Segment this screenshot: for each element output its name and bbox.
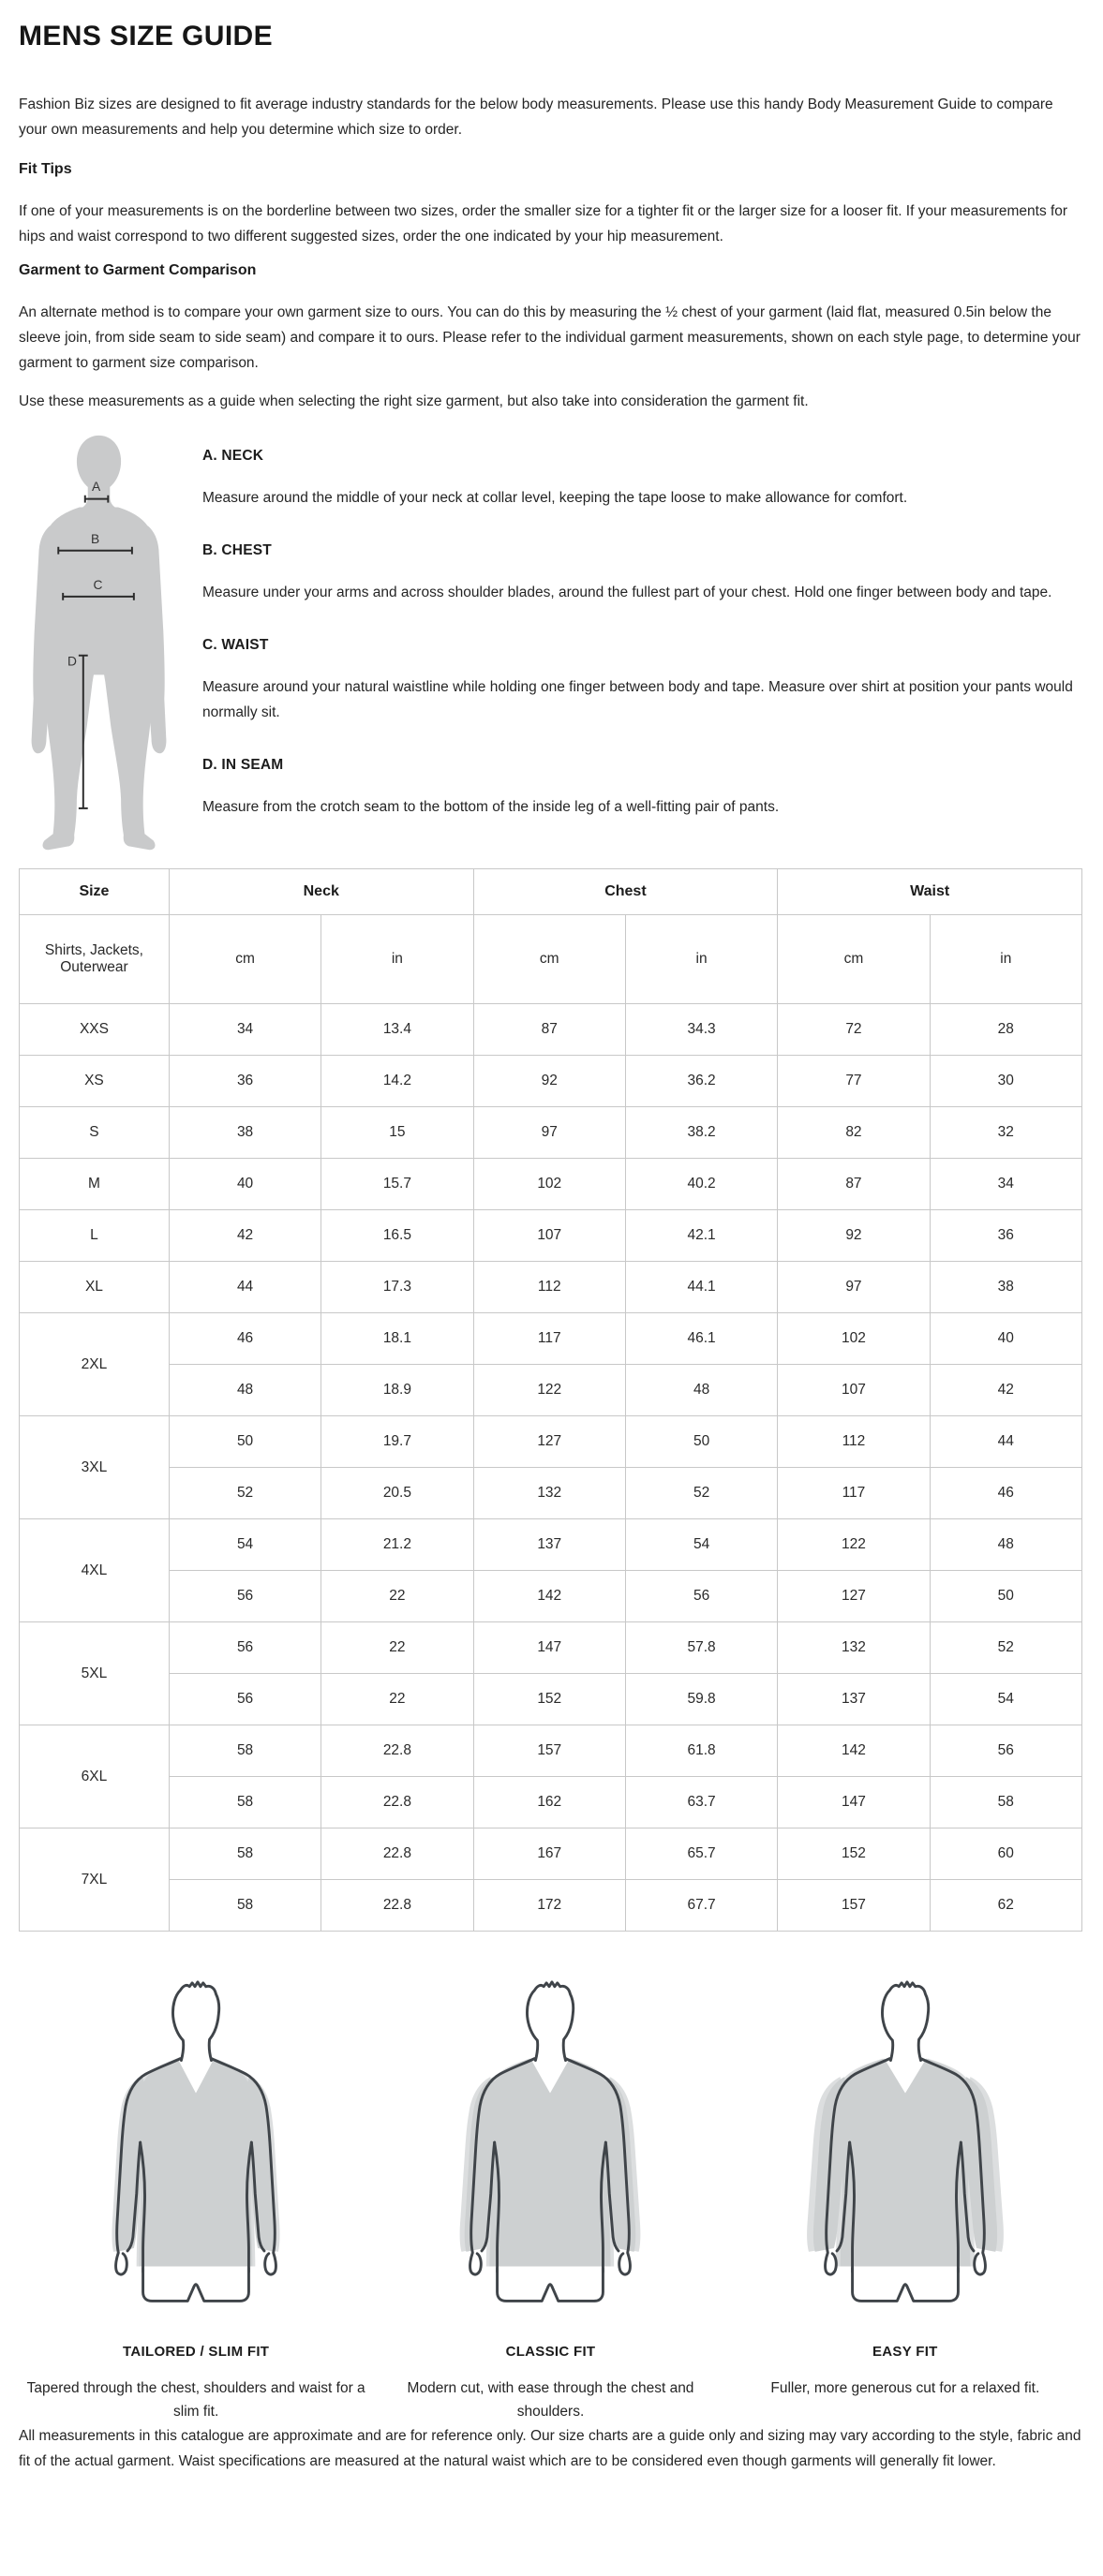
value-cell: 50 bbox=[169, 1416, 320, 1468]
fit-card-classic bbox=[373, 1978, 727, 2423]
size-cell: 2XL bbox=[20, 1313, 170, 1416]
column-header-neck: Neck bbox=[169, 869, 473, 915]
value-cell: 22.8 bbox=[321, 1777, 473, 1828]
value-cell: 22 bbox=[321, 1571, 473, 1622]
value-cell: 42 bbox=[930, 1365, 1081, 1416]
value-cell: 16.5 bbox=[321, 1210, 473, 1262]
unit-header: cm bbox=[169, 915, 320, 1004]
fit-description: Tapered through the chest, shoulders and waist for a slim fit. bbox=[26, 2380, 365, 2420]
body-silhouette-figure bbox=[19, 429, 180, 855]
size-cell: XL bbox=[20, 1262, 170, 1313]
marker-c-label: C bbox=[93, 577, 103, 592]
value-cell: 58 bbox=[169, 1880, 320, 1932]
value-cell: 44 bbox=[930, 1416, 1081, 1468]
value-cell: 20.5 bbox=[321, 1468, 473, 1519]
value-cell: 59.8 bbox=[625, 1674, 777, 1725]
value-cell: 162 bbox=[473, 1777, 625, 1828]
value-cell: 58 bbox=[169, 1777, 320, 1828]
fit-tips-heading: Fit Tips bbox=[19, 161, 72, 177]
size-cell: XXS bbox=[20, 1004, 170, 1056]
size-cell: 6XL bbox=[20, 1725, 170, 1828]
value-cell: 87 bbox=[778, 1159, 930, 1210]
marker-a-label: A bbox=[91, 479, 101, 494]
value-cell: 54 bbox=[625, 1519, 777, 1571]
value-cell: 36 bbox=[169, 1056, 320, 1107]
value-cell: 58 bbox=[930, 1777, 1081, 1828]
value-cell: 22 bbox=[321, 1674, 473, 1725]
value-cell: 48 bbox=[625, 1365, 777, 1416]
measurement-label: C. WAIST bbox=[202, 637, 269, 653]
value-cell: 147 bbox=[778, 1777, 930, 1828]
value-cell: 56 bbox=[930, 1725, 1081, 1777]
value-cell: 122 bbox=[473, 1365, 625, 1416]
value-cell: 82 bbox=[778, 1107, 930, 1159]
value-cell: 22.8 bbox=[321, 1725, 473, 1777]
subheader-category: Shirts, Jackets, Outerwear bbox=[20, 915, 170, 1004]
value-cell: 46.1 bbox=[625, 1313, 777, 1365]
value-cell: 50 bbox=[930, 1571, 1081, 1622]
size-cell: S bbox=[20, 1107, 170, 1159]
table-row bbox=[20, 1262, 1082, 1313]
value-cell: 107 bbox=[473, 1210, 625, 1262]
value-cell: 102 bbox=[473, 1159, 625, 1210]
value-cell: 77 bbox=[778, 1056, 930, 1107]
value-cell: 22.8 bbox=[321, 1828, 473, 1880]
unit-header: cm bbox=[473, 915, 625, 1004]
easy-fit-figure bbox=[796, 1978, 1015, 2316]
value-cell: 56 bbox=[169, 1622, 320, 1674]
fit-label: CLASSIC FIT bbox=[505, 2344, 596, 2360]
measurement-text: Measure from the crotch seam to the bottom of the inside leg of a well-fitting pair of pants. bbox=[202, 799, 780, 815]
table-row bbox=[20, 1313, 1082, 1365]
classic-fit-figure bbox=[440, 1978, 660, 2316]
value-cell: 52 bbox=[625, 1468, 777, 1519]
value-cell: 142 bbox=[473, 1571, 625, 1622]
column-header-chest: Chest bbox=[473, 869, 778, 915]
fit-tips-paragraph: If one of your measurements is on the borderline between two sizes, order the smaller size for a tighter fit or the larger size for a looser fit. If your measurements for hips and waist correspond to two different suggested sizes, order the one indicated by your hip measurement. bbox=[19, 203, 1068, 244]
slim-fit-figure bbox=[86, 1978, 306, 2316]
value-cell: 102 bbox=[778, 1313, 930, 1365]
value-cell: 132 bbox=[778, 1622, 930, 1674]
value-cell: 62 bbox=[930, 1880, 1081, 1932]
value-cell: 152 bbox=[473, 1674, 625, 1725]
table-row bbox=[20, 1828, 1082, 1880]
value-cell: 22.8 bbox=[321, 1880, 473, 1932]
size-cell: 7XL bbox=[20, 1828, 170, 1932]
value-cell: 127 bbox=[778, 1571, 930, 1622]
value-cell: 92 bbox=[473, 1056, 625, 1107]
value-cell: 38.2 bbox=[625, 1107, 777, 1159]
unit-header: cm bbox=[778, 915, 930, 1004]
measurement-descriptions bbox=[202, 429, 1082, 855]
page-title: MENS SIZE GUIDE bbox=[19, 21, 274, 52]
table-subheader-row bbox=[20, 915, 1082, 1004]
value-cell: 52 bbox=[930, 1622, 1081, 1674]
value-cell: 13.4 bbox=[321, 1004, 473, 1056]
value-cell: 61.8 bbox=[625, 1725, 777, 1777]
value-cell: 157 bbox=[778, 1880, 930, 1932]
value-cell: 97 bbox=[473, 1107, 625, 1159]
value-cell: 34 bbox=[169, 1004, 320, 1056]
value-cell: 147 bbox=[473, 1622, 625, 1674]
table-row bbox=[20, 1107, 1082, 1159]
value-cell: 122 bbox=[778, 1519, 930, 1571]
table-row bbox=[20, 1622, 1082, 1674]
value-cell: 137 bbox=[778, 1674, 930, 1725]
table-row bbox=[20, 1880, 1082, 1932]
measurement-diagram-section bbox=[19, 429, 1082, 855]
size-cell: 3XL bbox=[20, 1416, 170, 1519]
value-cell: 15.7 bbox=[321, 1159, 473, 1210]
body-measurement-diagram bbox=[19, 429, 180, 855]
measurement-text: Measure under your arms and across shoulder blades, around the fullest part of your chest. Hold one finger between body and tape. bbox=[202, 585, 1052, 600]
value-cell: 28 bbox=[930, 1004, 1081, 1056]
value-cell: 21.2 bbox=[321, 1519, 473, 1571]
unit-header: in bbox=[930, 915, 1081, 1004]
value-cell: 65.7 bbox=[625, 1828, 777, 1880]
value-cell: 56 bbox=[169, 1674, 320, 1725]
value-cell: 38 bbox=[169, 1107, 320, 1159]
measurement-item-inseam bbox=[202, 757, 1082, 820]
table-row bbox=[20, 1210, 1082, 1262]
value-cell: 50 bbox=[625, 1416, 777, 1468]
value-cell: 58 bbox=[169, 1725, 320, 1777]
value-cell: 54 bbox=[930, 1674, 1081, 1725]
value-cell: 56 bbox=[625, 1571, 777, 1622]
table-header-row bbox=[20, 869, 1082, 915]
table-row bbox=[20, 1159, 1082, 1210]
value-cell: 117 bbox=[473, 1313, 625, 1365]
value-cell: 132 bbox=[473, 1468, 625, 1519]
value-cell: 30 bbox=[930, 1056, 1081, 1107]
value-cell: 44.1 bbox=[625, 1262, 777, 1313]
measurement-label: B. CHEST bbox=[202, 542, 272, 558]
table-row bbox=[20, 1056, 1082, 1107]
value-cell: 112 bbox=[473, 1262, 625, 1313]
table-row bbox=[20, 1004, 1082, 1056]
size-cell: 5XL bbox=[20, 1622, 170, 1725]
table-row bbox=[20, 1674, 1082, 1725]
column-header-size: Size bbox=[20, 869, 170, 915]
value-cell: 36 bbox=[930, 1210, 1081, 1262]
unit-header: in bbox=[625, 915, 777, 1004]
value-cell: 32 bbox=[930, 1107, 1081, 1159]
value-cell: 127 bbox=[473, 1416, 625, 1468]
value-cell: 167 bbox=[473, 1828, 625, 1880]
disclaimer-paragraph: All measurements in this catalogue are approximate and are for reference only. Our size charts are a guide only and sizing may vary according to the style, fabric and fit of the actual garment. Waist specifications are measured at the natural waist which are to be considered even though garments will generally fit lower. bbox=[19, 2428, 1081, 2469]
measurement-text: Measure around your natural waistline while holding one finger between body and tape. Measure over shirt at position your pants would normally sit. bbox=[202, 679, 1073, 720]
value-cell: 44 bbox=[169, 1262, 320, 1313]
fit-styles-section bbox=[19, 1978, 1082, 2423]
marker-b-label: B bbox=[90, 531, 100, 546]
value-cell: 112 bbox=[778, 1416, 930, 1468]
value-cell: 137 bbox=[473, 1519, 625, 1571]
value-cell: 117 bbox=[778, 1468, 930, 1519]
size-chart-table bbox=[19, 868, 1082, 1932]
fit-description: Fuller, more generous cut for a relaxed fit. bbox=[770, 2380, 1040, 2396]
value-cell: 42.1 bbox=[625, 1210, 777, 1262]
measurement-item-chest bbox=[202, 542, 1082, 605]
guide-note-paragraph: Use these measurements as a guide when selecting the right size garment, but also take into consideration the garment fit. bbox=[19, 393, 809, 409]
value-cell: 42 bbox=[169, 1210, 320, 1262]
value-cell: 18.9 bbox=[321, 1365, 473, 1416]
table-row bbox=[20, 1725, 1082, 1777]
value-cell: 92 bbox=[778, 1210, 930, 1262]
value-cell: 60 bbox=[930, 1828, 1081, 1880]
value-cell: 172 bbox=[473, 1880, 625, 1932]
value-cell: 40 bbox=[169, 1159, 320, 1210]
fit-card-easy bbox=[728, 1978, 1082, 2423]
intro-paragraph: Fashion Biz sizes are designed to fit average industry standards for the below body measurements. Please use this handy Body Measurement Guide to compare your own measurements and help you determine which size to order. bbox=[19, 96, 1053, 138]
value-cell: 97 bbox=[778, 1262, 930, 1313]
value-cell: 36.2 bbox=[625, 1056, 777, 1107]
fit-description: Modern cut, with ease through the chest and shoulders. bbox=[407, 2380, 694, 2420]
value-cell: 18.1 bbox=[321, 1313, 473, 1365]
value-cell: 19.7 bbox=[321, 1416, 473, 1468]
measurement-label: A. NECK bbox=[202, 448, 264, 464]
value-cell: 40 bbox=[930, 1313, 1081, 1365]
table-row bbox=[20, 1571, 1082, 1622]
value-cell: 22 bbox=[321, 1622, 473, 1674]
size-cell: 4XL bbox=[20, 1519, 170, 1622]
fit-card-slim bbox=[19, 1978, 373, 2423]
value-cell: 67.7 bbox=[625, 1880, 777, 1932]
value-cell: 157 bbox=[473, 1725, 625, 1777]
table-row bbox=[20, 1365, 1082, 1416]
size-cell: M bbox=[20, 1159, 170, 1210]
value-cell: 142 bbox=[778, 1725, 930, 1777]
table-row bbox=[20, 1416, 1082, 1468]
value-cell: 40.2 bbox=[625, 1159, 777, 1210]
size-cell: XS bbox=[20, 1056, 170, 1107]
value-cell: 48 bbox=[169, 1365, 320, 1416]
table-row bbox=[20, 1519, 1082, 1571]
value-cell: 17.3 bbox=[321, 1262, 473, 1313]
measurement-text: Measure around the middle of your neck at collar level, keeping the tape loose to make allowance for comfort. bbox=[202, 490, 908, 506]
marker-d-label: D bbox=[67, 654, 77, 669]
measurement-label: D. IN SEAM bbox=[202, 757, 284, 773]
size-chart-tbody bbox=[20, 1004, 1082, 1932]
garment-comparison-paragraph: An alternate method is to compare your own garment size to ours. You can do this by measuring the ½ chest of your garment (laid flat, measured 0.5in below the sleeve join, from side seam to side seam) and compare it to ours. Please refer to the individual garment measurements, shown on each style page, to determine your garment to garment size comparison. bbox=[19, 304, 1081, 371]
value-cell: 34.3 bbox=[625, 1004, 777, 1056]
value-cell: 54 bbox=[169, 1519, 320, 1571]
value-cell: 52 bbox=[169, 1468, 320, 1519]
value-cell: 48 bbox=[930, 1519, 1081, 1571]
value-cell: 107 bbox=[778, 1365, 930, 1416]
value-cell: 38 bbox=[930, 1262, 1081, 1313]
value-cell: 56 bbox=[169, 1571, 320, 1622]
garment-comparison-heading: Garment to Garment Comparison bbox=[19, 262, 257, 278]
value-cell: 15 bbox=[321, 1107, 473, 1159]
unit-header: in bbox=[321, 915, 473, 1004]
value-cell: 152 bbox=[778, 1828, 930, 1880]
value-cell: 57.8 bbox=[625, 1622, 777, 1674]
value-cell: 63.7 bbox=[625, 1777, 777, 1828]
table-row bbox=[20, 1468, 1082, 1519]
value-cell: 46 bbox=[169, 1313, 320, 1365]
value-cell: 87 bbox=[473, 1004, 625, 1056]
table-row bbox=[20, 1777, 1082, 1828]
fit-label: EASY FIT bbox=[872, 2344, 938, 2360]
value-cell: 72 bbox=[778, 1004, 930, 1056]
measurement-item-neck bbox=[202, 448, 1082, 511]
value-cell: 34 bbox=[930, 1159, 1081, 1210]
value-cell: 58 bbox=[169, 1828, 320, 1880]
fit-label: TAILORED / SLIM FIT bbox=[123, 2344, 270, 2360]
value-cell: 46 bbox=[930, 1468, 1081, 1519]
measurement-item-waist bbox=[202, 637, 1082, 725]
value-cell: 14.2 bbox=[321, 1056, 473, 1107]
size-cell: L bbox=[20, 1210, 170, 1262]
column-header-waist: Waist bbox=[778, 869, 1082, 915]
